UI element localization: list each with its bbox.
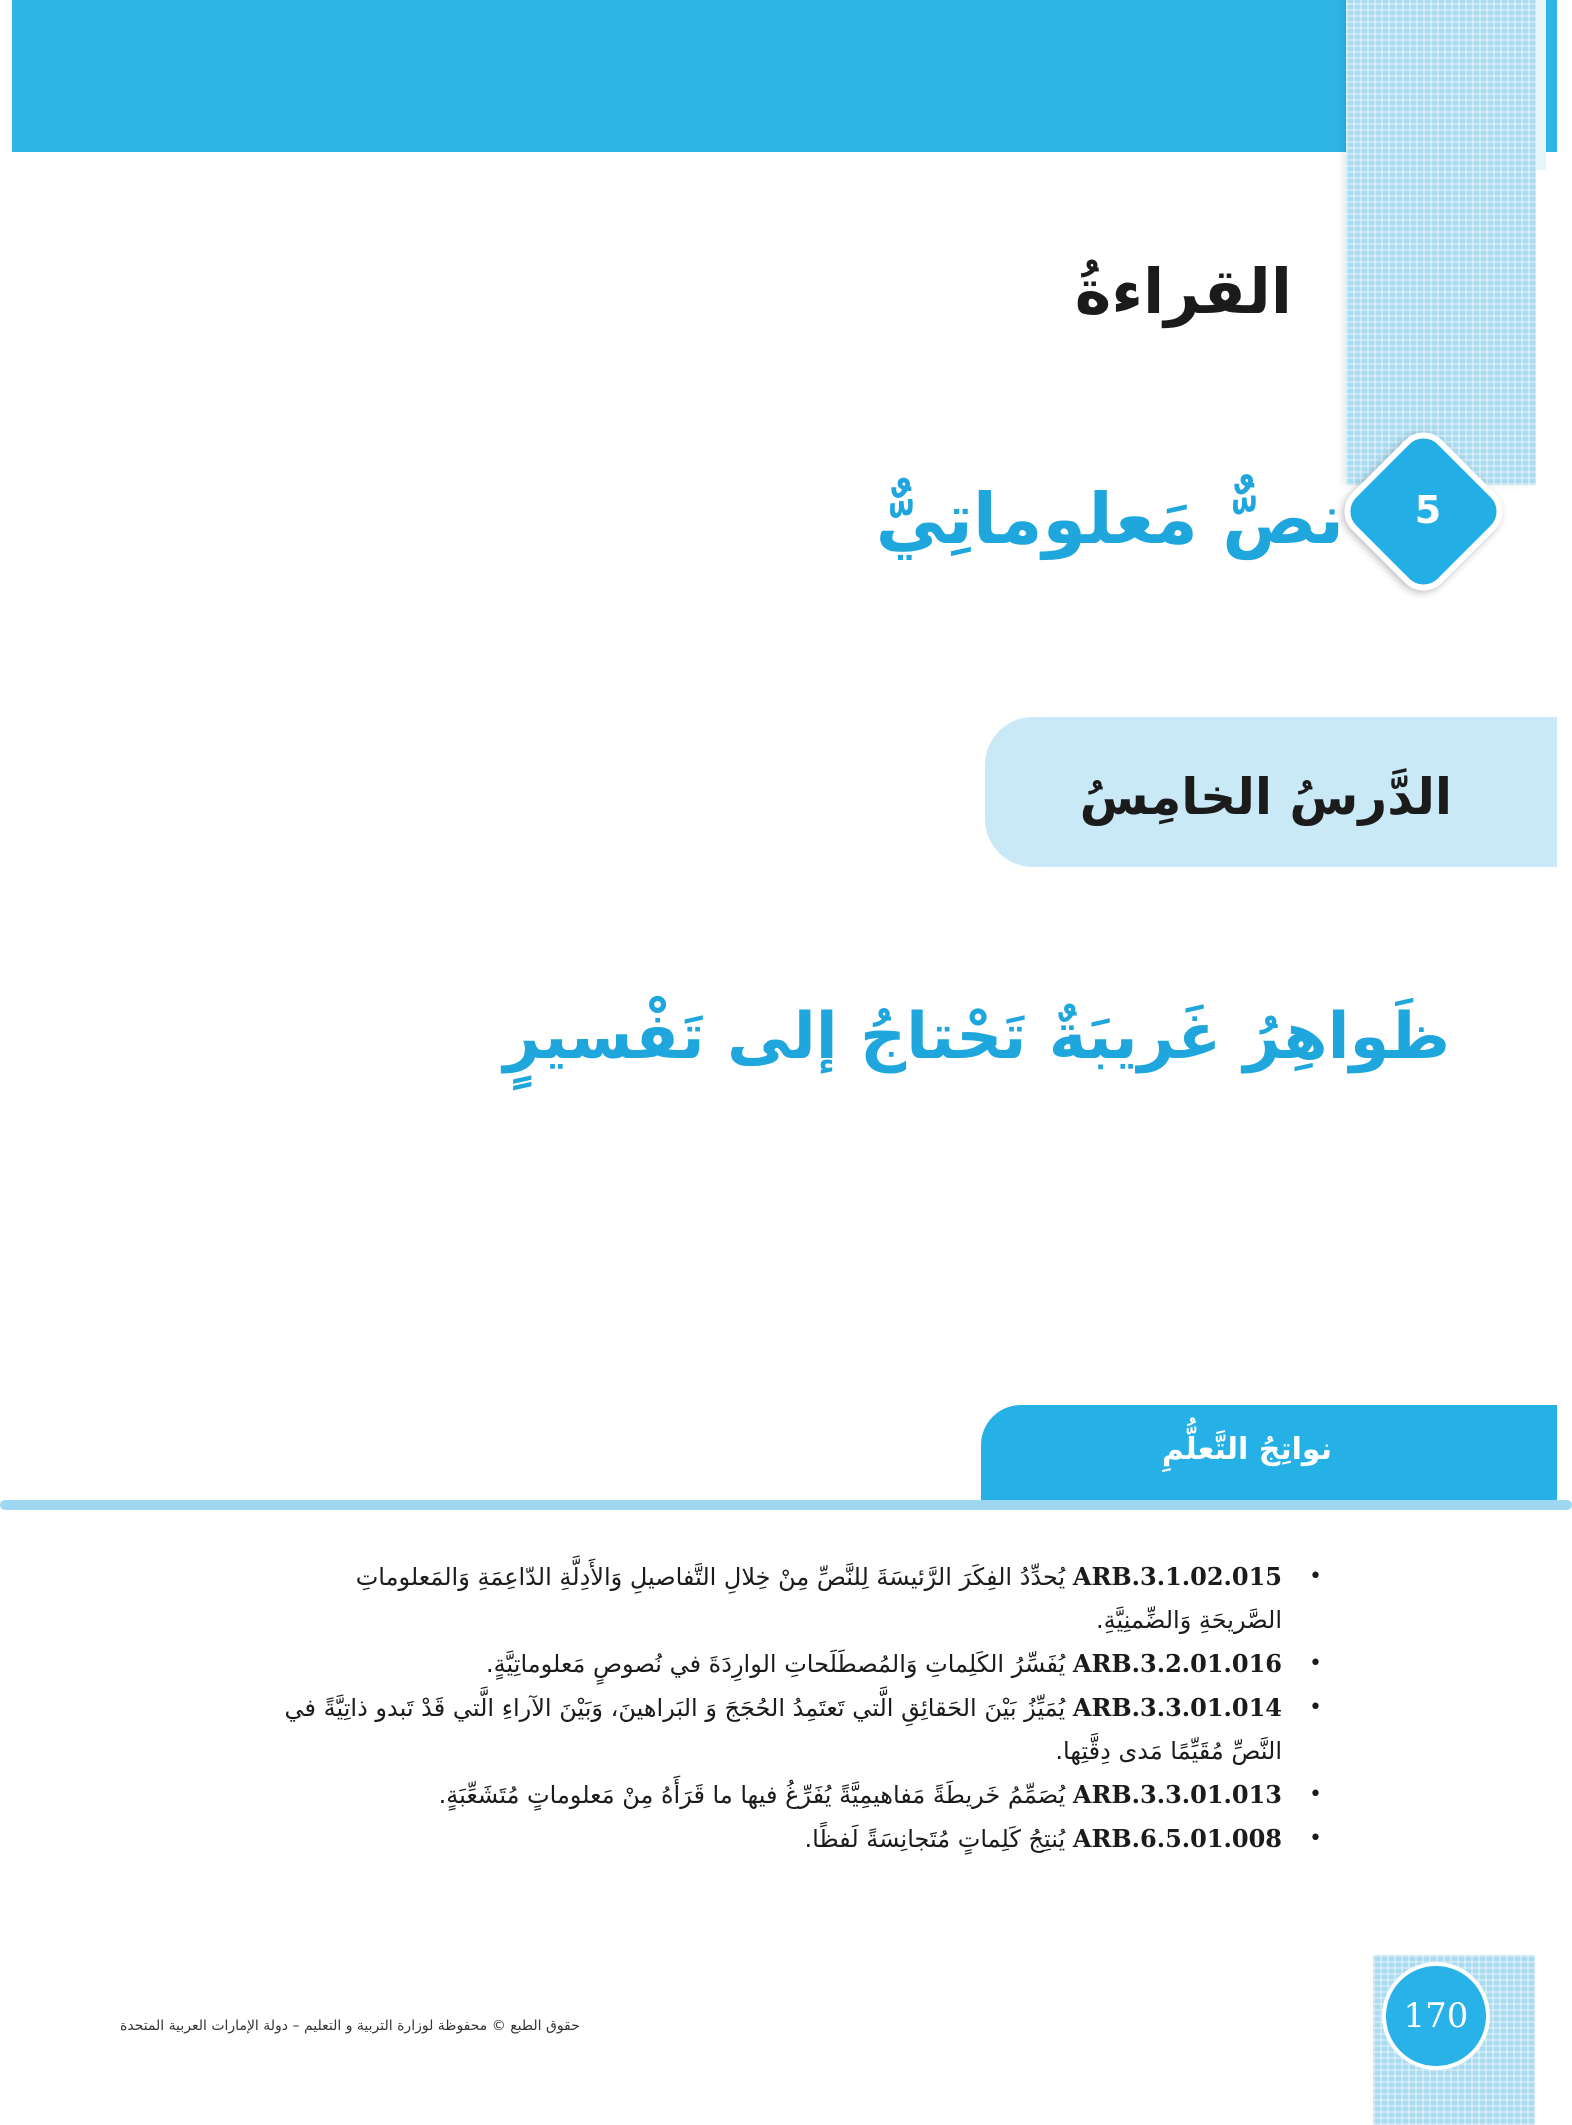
lesson-label: الدَّرسُ الخامِسُ: [1079, 768, 1452, 826]
lesson-title: ظَواهِرُ غَريبَةٌ تَحْتاجُ إلى تَفْسيرٍ: [503, 1000, 1450, 1074]
learning-outcomes-heading: نواتِجُ التَّعلُّمِ: [1161, 1432, 1332, 1467]
page-number: 170: [1403, 1996, 1469, 2036]
outcome-code: ARB.3.2.01.016: [1072, 1649, 1282, 1678]
list-item: [272, 1686, 1322, 1773]
bullet-icon: •: [1309, 1695, 1322, 1720]
unit-number: 5: [1414, 488, 1442, 532]
outcome-text: يُحدِّدُ الفِكَرَ الرَّئيسَةَ لِلنَّصِّ مِنْ خِلالِ التَّفاصيلِ وَالأَدِلَّةِ الدّاعِمَةِ وَالمَعلوماتِ الصَّريحَةِ وَالضِّمنِيَّةِ.: [355, 1563, 1282, 1634]
bullet-icon: •: [1309, 1826, 1322, 1851]
outcome-code: ARB.3.3.01.014: [1072, 1693, 1282, 1722]
copyright-notice: حقوق الطبع © محفوظة لوزارة التربية و التعليم – دولة الإمارات العربية المتحدة: [120, 2018, 580, 2034]
outcome-code: ARB.6.5.01.008: [1072, 1824, 1282, 1853]
list-item: [272, 1817, 1322, 1861]
section-title: القراءةُ: [1074, 255, 1292, 328]
ribbon-edge: [1536, 0, 1546, 170]
bullet-icon: •: [1309, 1782, 1322, 1807]
decorative-ribbon: [1346, 0, 1536, 485]
list-item: [272, 1555, 1322, 1642]
list-item: [272, 1773, 1322, 1817]
learning-outcomes-divider: [0, 1500, 1572, 1510]
unit-title: نصٌّ مَعلوماتِيٌّ: [875, 478, 1344, 560]
learning-outcomes-list: [272, 1555, 1322, 1861]
outcome-text: يُفَسِّرُ الكَلِماتِ وَالمُصطَلَحاتِ الوارِدَةَ في نُصوصٍ مَعلوماتِيَّةٍ.: [486, 1650, 1066, 1678]
top-header-band: [12, 0, 1557, 152]
outcome-text: يُنتِجُ كَلِماتٍ مُتَجانِسَةً لَفظًا.: [804, 1825, 1066, 1853]
bullet-icon: •: [1309, 1564, 1322, 1589]
outcome-code: ARB.3.3.01.013: [1072, 1780, 1282, 1809]
list-item: [272, 1642, 1322, 1686]
outcome-text: يُصَمِّمُ خَريطَةً مَفاهيمِيَّةً يُفَرِّغُ فيها ما قَرَأَهُ مِنْ مَعلوماتٍ مُتَشَعِّبَةٍ.: [438, 1781, 1066, 1809]
bullet-icon: •: [1309, 1651, 1322, 1676]
outcome-code: ARB.3.1.02.015: [1072, 1562, 1282, 1591]
outcome-text: يُمَيِّزُ بَيْنَ الحَقائِقِ الَّتي تَعتَمِدُ الحُجَجَ وَ البَراهينَ، وَبَيْنَ الآراءِ الَّتي قَدْ تَبدو ذاتِيَّةً في النَّصِّ مُقَيِّمًا مَدى دِقَّتِها.: [284, 1694, 1282, 1765]
